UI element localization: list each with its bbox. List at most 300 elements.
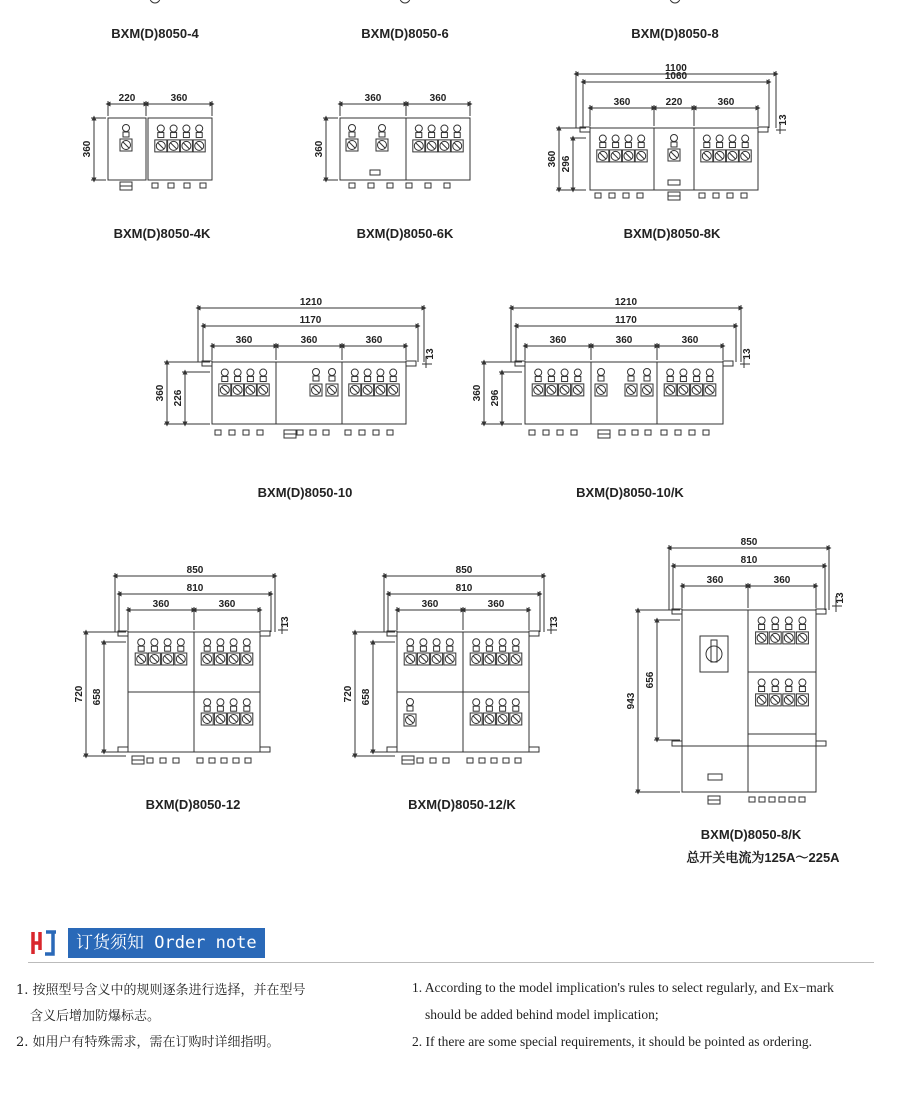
dimension-horizontal [194,599,260,630]
pilot-lamp-icon [177,639,184,652]
rotary-switch-icon [387,384,399,396]
cable-gland-icon [310,430,316,435]
rotary-switch-icon [374,384,386,396]
pilot-lamp-icon [364,369,371,382]
pilot-lamp-icon [221,369,228,382]
pilot-lamp-icon [785,679,792,692]
main-cable-gland-icon [120,182,132,190]
dimension-text: 1170 [299,315,322,326]
pilot-lamp-icon [217,699,224,712]
dimension-text: 360 [615,335,633,346]
dimension-text: 360 [152,599,170,610]
pilot-lamp-icon [234,369,241,382]
cable-gland-icon [479,758,485,763]
pilot-lamp-icon [260,369,267,382]
cable-gland-icon [595,193,601,198]
cable-gland-icon [209,758,215,763]
pilot-lamp-icon [454,125,461,138]
rotary-switch-icon [431,653,443,665]
dimension-vertical [82,118,106,180]
pilot-lamp-icon [204,699,211,712]
pilot-lamp-icon [758,679,765,692]
dimension-vertical [561,138,586,190]
enclosure-module [212,362,276,424]
rotary-switch-icon [326,384,338,396]
rotary-switch-icon [704,384,716,396]
dimension-text: 810 [740,555,758,566]
cable-gland-icon [703,430,709,435]
cable-gland-icon [503,758,509,763]
dimension-text: 13 [425,348,436,360]
pilot-lamp-icon [574,369,581,382]
cable-gland-icon [406,183,412,188]
cable-gland-icon [632,430,638,435]
enclosure-module [657,362,723,424]
enclosure-module [525,362,591,424]
pilot-lamp-icon [785,617,792,630]
cable-gland-icon [515,758,521,763]
rotary-switch-icon [769,632,781,644]
rotary-switch-icon [232,384,244,396]
main-cable-gland-icon [132,756,144,764]
dimension-horizontal [682,575,748,608]
cable-gland-icon [349,183,355,188]
dimension-text: 850 [740,537,758,548]
rotary-switch-icon [796,632,808,644]
dimension-horizontal [198,297,424,362]
enclosure-module [397,632,463,692]
cable-gland-icon [749,797,755,802]
order-note-cn-1b: 含义后增加防爆标志。 [30,1009,161,1024]
rotary-switch-icon [219,384,231,396]
dimension-horizontal [654,97,694,126]
pilot-lamp-icon [599,135,606,148]
main-cable-gland-icon [284,430,296,438]
model-label-4k: BXM(D)8050-4K [113,226,211,241]
company-logo [30,928,66,958]
rotary-switch-icon [714,150,726,162]
rotary-switch-icon [346,139,358,151]
rotary-switch-icon [691,384,703,396]
enclosure-module [590,128,654,190]
enclosure-module [342,362,406,424]
pilot-lamp-icon [151,639,158,652]
pilot-lamp-icon [138,639,145,652]
dimension-vertical [173,372,210,424]
dimension-text: 360 [773,575,791,586]
rotary-switch-icon [241,653,253,665]
rotary-switch-icon [756,632,768,644]
rotary-switch-icon [155,140,167,152]
pilot-lamp-icon [428,125,435,138]
pilot-lamp-icon [729,135,736,148]
pilot-lamp-icon [230,639,237,652]
dimension-text: 360 [218,599,236,610]
rotary-switch-icon [201,713,213,725]
model-label-6k: BXM(D)8050-6K [356,226,454,241]
cable-gland-icon [557,430,563,435]
rotary-switch-icon [417,653,429,665]
drawing-12 [118,616,291,764]
cable-gland-icon [467,758,473,763]
pilot-lamp-icon [799,617,806,630]
rotary-switch-icon [796,694,808,706]
pilot-lamp-icon [351,369,358,382]
rotary-switch-icon [783,694,795,706]
dimension-text: 360 [170,93,188,104]
cable-gland-icon [173,758,179,763]
cable-gland-icon [444,183,450,188]
dimension-text: 360 [155,384,166,402]
dimension-text: 360 [429,93,447,104]
cable-gland-icon [689,430,695,435]
pilot-lamp-icon [420,639,427,652]
rotary-switch-icon [444,653,456,665]
cable-gland-icon [245,758,251,763]
pilot-lamp-icon [667,369,674,382]
cable-gland-icon [359,430,365,435]
rotary-switch-icon [497,713,509,725]
cable-gland-icon [609,193,615,198]
model-label-10: BXM(D)8050-10 [257,485,353,500]
cable-gland-icon [168,183,174,188]
dimension-text: 360 [82,140,93,158]
cable-gland-icon [200,183,206,188]
rotary-switch-icon [497,653,509,665]
rotary-switch-icon [483,713,495,725]
rotary-switch-icon [451,140,463,152]
rotary-switch-icon [201,653,213,665]
enclosure-module [748,610,816,672]
dimension-vertical [361,642,395,752]
drawing-12k [387,616,560,764]
rotary-switch-icon [376,139,388,151]
dimension-text: 13 [742,348,753,360]
pilot-lamp-icon [693,369,700,382]
dimension-vertical [314,118,338,180]
pilot-lamp-icon [157,125,164,138]
pilot-lamp-icon [441,125,448,138]
dimension-text: 13 [549,616,560,628]
rotary-switch-icon [532,384,544,396]
cable-gland-icon [221,758,227,763]
enclosure-module [194,692,260,752]
cable-gland-icon [443,758,449,763]
dimension-text: 943 [626,692,637,710]
pilot-lamp-icon [123,125,130,138]
rotary-switch-icon [595,384,607,396]
drawing-6k [340,118,470,188]
pilot-lamp-icon [703,135,710,148]
dimension-horizontal [463,599,529,630]
pilot-lamp-icon [415,125,422,138]
cropped-drawing-top [670,0,680,3]
rotary-switch-icon [438,140,450,152]
pilot-lamp-icon [183,125,190,138]
rotary-switch-icon [244,384,256,396]
dimension-text: 226 [173,389,184,407]
rotary-switch-icon [426,140,438,152]
dimension-text: 720 [343,685,354,703]
cable-gland-icon [430,758,436,763]
model-label-8-k: BXM(D)8050-8/K [700,827,802,842]
dimension-horizontal [657,335,723,360]
dimension-text: 810 [186,583,204,594]
cable-gland-icon [345,430,351,435]
mounting-bracket [672,741,826,746]
pilot-lamp-icon [512,639,519,652]
main-cable-gland-icon [668,192,680,200]
dimension-text: 720 [74,685,85,703]
rotary-switch-icon [214,713,226,725]
dimension-text: 360 [547,150,558,168]
dimension-horizontal [511,297,741,362]
model-label-12: BXM(D)8050-12 [145,797,241,812]
rotary-switch-icon [668,149,680,161]
dimension-text: 360 [314,140,325,158]
model-label-4: BXM(D)8050-4 [111,26,199,41]
pilot-lamp-icon [217,639,224,652]
dimension-text: 13 [835,592,846,604]
rotary-switch-icon [701,150,713,162]
cable-gland-icon [417,758,423,763]
rotary-switch-icon [470,653,482,665]
pilot-lamp-icon [486,699,493,712]
rotary-switch-icon [470,713,482,725]
pilot-lamp-icon [625,135,632,148]
rotary-switch-icon [510,713,522,725]
cable-gland-icon [160,758,166,763]
dimension-horizontal [146,93,212,116]
rotary-switch-icon [483,653,495,665]
order-note-title: 订货须知 Order note [68,928,265,958]
dimension-text: 220 [118,93,136,104]
pilot-lamp-icon [561,369,568,382]
rotary-switch-icon [510,653,522,665]
rotary-switch-icon [677,384,689,396]
rotary-switch-icon [180,140,192,152]
dimension-horizontal [388,583,540,632]
order-note-en-1: 1. According to the model implication's rules to select regularly, and Ex−mark [412,980,834,995]
dimension-text: 13 [280,616,291,628]
cable-gland-icon [257,430,263,435]
rotary-switch-icon [783,632,795,644]
pilot-lamp-icon [433,639,440,652]
pilot-lamp-icon [170,125,177,138]
order-note-cn-2: 2. 如用户有特殊需求，需在订购时详细指明。 [16,1035,280,1050]
dimension-horizontal [119,583,271,632]
pilot-lamp-icon [407,699,414,712]
dimension-text: 360 [364,93,382,104]
cable-gland-icon [661,430,667,435]
cable-gland-icon [713,193,719,198]
enclosure-module [694,128,758,190]
rotary-switch-icon [559,384,571,396]
cable-gland-icon [215,430,221,435]
cable-gland-icon [197,758,203,763]
cable-gland-icon [571,430,577,435]
model-label-8k: BXM(D)8050-8K [623,226,721,241]
drawing-8-k [672,592,846,804]
rotary-switch-icon [362,384,374,396]
enclosure-module [148,118,212,180]
pilot-lamp-icon [680,369,687,382]
cropped-drawing-top [400,0,410,3]
dimension-text: 360 [300,335,318,346]
dimension-vertical [645,620,680,740]
dimension-text: 850 [455,565,473,576]
dimension-text: 13 [778,114,789,126]
cable-gland-icon [759,797,765,802]
rotary-switch-icon [739,150,751,162]
pilot-lamp-icon [379,125,386,138]
pilot-lamp-icon [671,135,678,148]
dimension-text: 360 [235,335,253,346]
dimension-text: 1060 [664,71,688,82]
cable-gland-icon [543,430,549,435]
cable-gland-icon [233,758,239,763]
rotary-switch-icon [168,140,180,152]
pilot-lamp-icon [706,369,713,382]
enclosure-module [463,632,529,692]
dimension-horizontal [673,555,825,610]
enclosure-module [748,672,816,734]
rotary-switch-icon [135,653,147,665]
pilot-lamp-icon [499,639,506,652]
dimension-horizontal [276,335,342,360]
rotary-switch-icon [404,653,416,665]
dimension-text: 220 [665,97,683,108]
pilot-lamp-icon [377,369,384,382]
dimension-text: 360 [549,335,567,346]
pilot-lamp-icon [349,125,356,138]
rotary-switch-icon [625,384,637,396]
main-switch-handle-icon [700,636,728,672]
cable-gland-icon [727,193,733,198]
pilot-lamp-icon [612,135,619,148]
dimension-horizontal [115,565,275,632]
pilot-lamp-icon [598,369,605,382]
rotary-switch-icon [769,694,781,706]
pilot-lamp-icon [473,639,480,652]
dimension-text: 360 [613,97,631,108]
pilot-lamp-icon [390,369,397,382]
cable-gland-icon [637,193,643,198]
rotary-switch-icon [257,384,269,396]
rotary-switch-icon [214,653,226,665]
rotary-switch-icon [228,653,240,665]
dimension-text: 360 [365,335,383,346]
dimension-horizontal [669,537,829,610]
dimension-text: 360 [706,575,724,586]
dimension-vertical [92,642,126,752]
pilot-lamp-icon [638,135,645,148]
cable-gland-icon [243,430,249,435]
pilot-lamp-icon [512,699,519,712]
cable-gland-icon [229,430,235,435]
pilot-lamp-icon [243,699,250,712]
cable-gland-icon [675,430,681,435]
dimension-text: 1210 [299,297,323,308]
dimension-horizontal [525,335,591,360]
pilot-lamp-icon [230,699,237,712]
cable-gland-icon [741,193,747,198]
dimension-text: 850 [186,565,204,576]
cable-gland-icon [425,183,431,188]
cable-gland-icon [623,193,629,198]
pilot-lamp-icon [772,679,779,692]
cable-gland-icon [779,797,785,802]
dimension-text: 360 [487,599,505,610]
dimension-text: 360 [717,97,735,108]
dimension-vertical [626,610,680,792]
drawing-10 [202,348,436,438]
rotary-switch-icon [545,384,557,396]
rotary-switch-icon [349,384,361,396]
pilot-lamp-icon [329,369,336,382]
dimension-text: 296 [490,389,501,407]
pilot-lamp-icon [758,617,765,630]
pilot-lamp-icon [628,369,635,382]
cable-gland-icon [789,797,795,802]
cable-gland-icon [323,430,329,435]
main-cable-gland-icon [402,756,414,764]
dimension-horizontal [342,335,406,360]
rotary-switch-icon [664,384,676,396]
dimension-horizontal [694,97,758,126]
cable-gland-icon [373,430,379,435]
dimension-text: 810 [455,583,473,594]
order-note-en-1b: should be added behind model implication; [425,1007,659,1022]
dimension-horizontal [340,93,406,116]
pilot-lamp-icon [799,679,806,692]
rotary-switch-icon [148,653,160,665]
dimension-horizontal [590,97,654,126]
cable-gland-icon [619,430,625,435]
order-note-en-2: 2. If there are some special requirements, it should be pointed as ordering. [412,1034,812,1049]
cable-gland-icon [184,183,190,188]
enclosure-module [194,632,260,692]
dimension-text: 296 [561,155,572,173]
cable-gland-icon [387,183,393,188]
cable-gland-icon [699,193,705,198]
dimension-text: 360 [421,599,439,610]
cable-gland-icon [529,430,535,435]
rotary-switch-icon [641,384,653,396]
rotary-switch-icon [726,150,738,162]
rotary-switch-icon [635,150,647,162]
rotary-switch-icon [175,653,187,665]
rotary-switch-icon [404,714,416,726]
dimension-text: 1100 [665,63,687,74]
rotary-switch-icon [572,384,584,396]
rotary-switch-icon [120,139,132,151]
rotary-switch-icon [413,140,425,152]
cable-gland-icon [368,183,374,188]
drawing-4k [108,118,212,190]
model-label-8: BXM(D)8050-8 [631,26,719,41]
cable-gland-icon [152,183,158,188]
pilot-lamp-icon [716,135,723,148]
pilot-lamp-icon [499,699,506,712]
model-label-10k: BXM(D)8050-10/K [576,485,684,500]
rotary-switch-icon [756,694,768,706]
dimension-horizontal [748,575,816,608]
pilot-lamp-icon [164,639,171,652]
enclosure-module [406,118,470,180]
rotary-switch-icon [228,713,240,725]
cable-gland-icon [387,430,393,435]
